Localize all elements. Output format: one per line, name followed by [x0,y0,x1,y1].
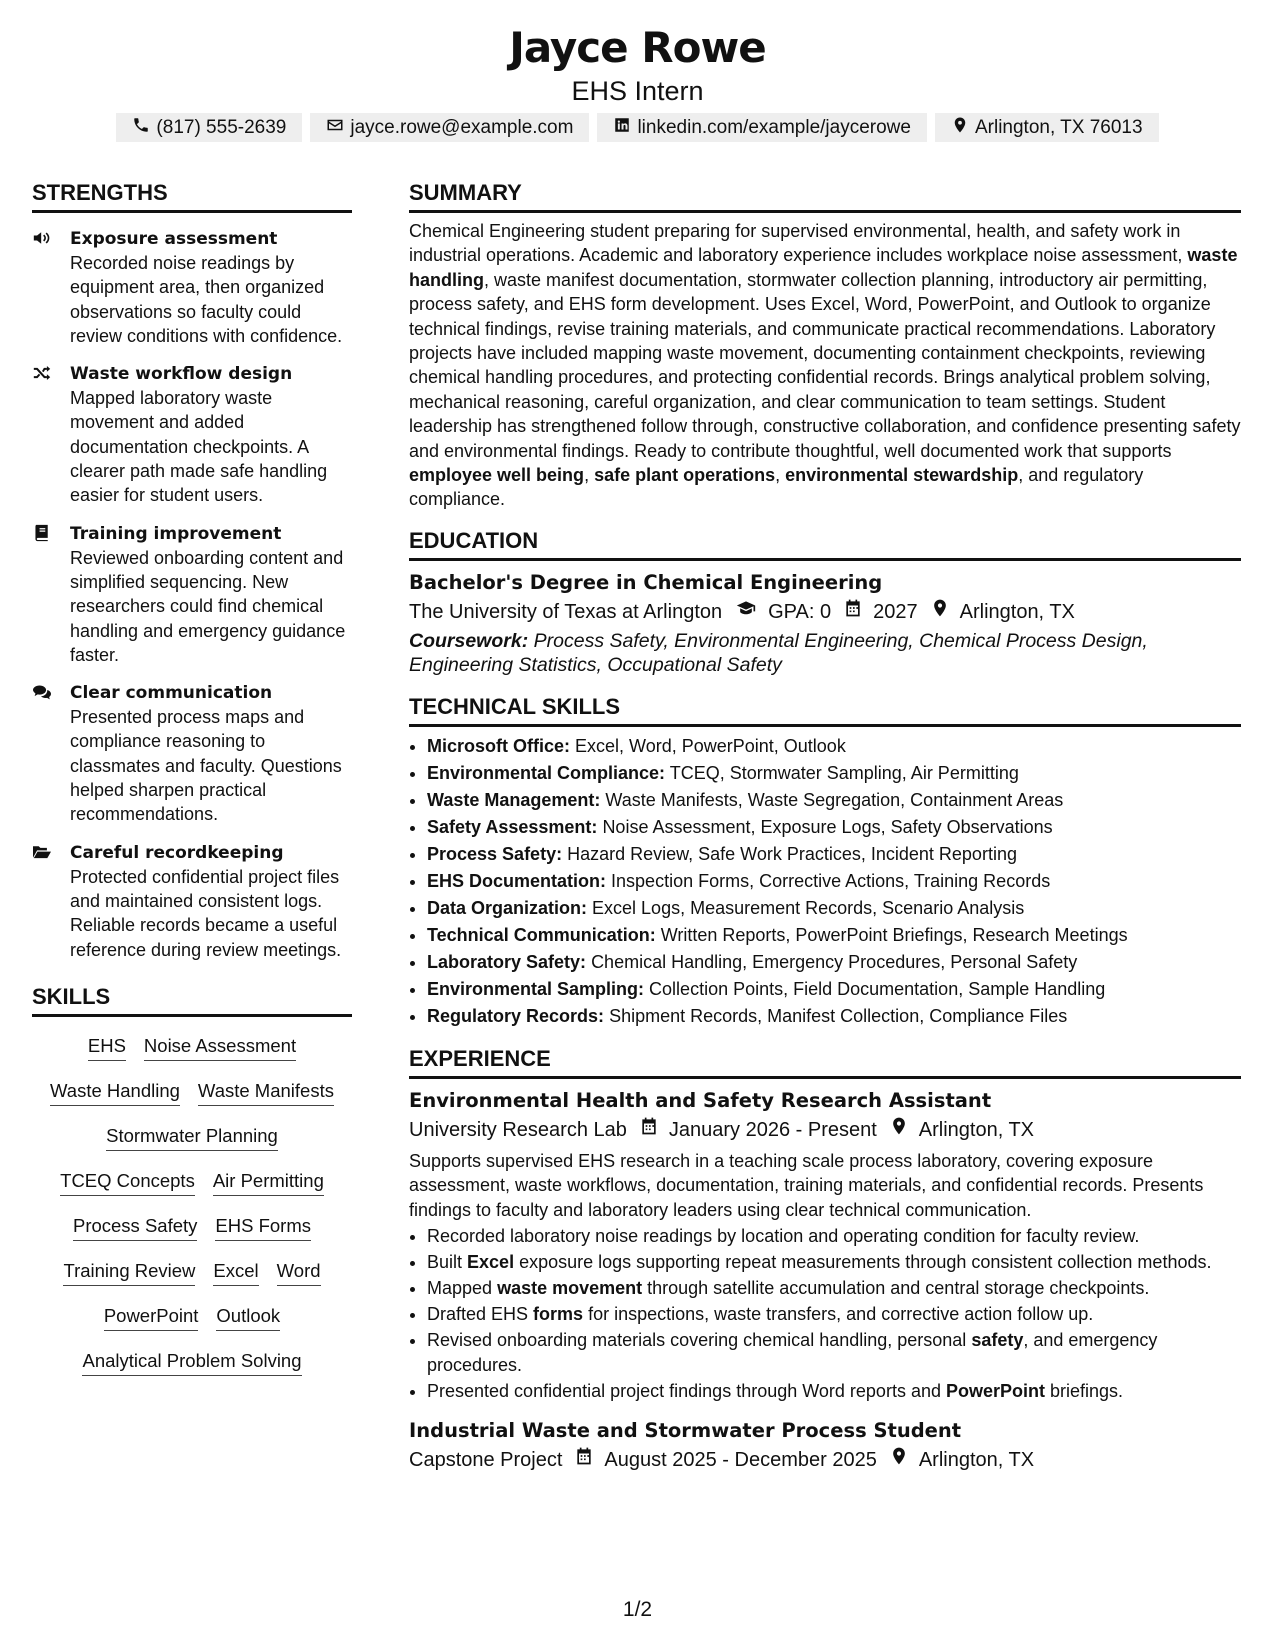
skill-row [32,1348,352,1393]
job-title: Environmental Health and Safety Research Assistant [409,1088,992,1112]
left-column [32,178,352,1393]
comments-icon [32,681,56,826]
strength-title: Waste workflow design [70,364,293,385]
skill-category: Safety Assessment: [427,816,598,837]
linkedin-icon [613,116,631,140]
candidate-role: EHS Intern [571,76,704,106]
technical-skill-item [427,1003,1241,1030]
job-bullet [427,1276,1241,1301]
contact-phone [116,113,302,142]
skill-tag: PowerPoint [104,1303,199,1331]
skill-tag: Excel [213,1258,258,1286]
skill-category: Regulatory Records: [427,1005,605,1026]
skill-tag: Stormwater Planning [106,1123,278,1151]
education-heading: EDUCATION [409,526,1241,561]
job-meta [409,1115,1241,1145]
calendar-icon [562,1445,604,1475]
location-pin-icon [877,1445,919,1475]
skill-values: Chemical Handling, Emergency Procedures, Personal Safety [591,951,1078,972]
folder-open-icon [32,841,56,962]
contact-location-text: Arlington, TX 76013 [974,116,1143,138]
strength-title: Careful recordkeeping [70,842,284,863]
job-description: Supports supervised EHS research in a teaching scale process laboratory, covering exposure assessment, waste workflows, documentation, training materials, and confidential records. Presents findings to faculty and laboratory leaders using clear technical communication. [409,1150,1204,1220]
bold-keyword: safety [971,1330,1024,1351]
skill-category: EHS Documentation: [427,870,607,891]
skill-values: Inspection Forms, Corrective Actions, Training Records [611,870,1051,891]
technical-skill-item [427,841,1241,868]
strength-desc: Recorded noise readings by equipment area, then organized observations so faculty could review conditions with confidence. [70,253,343,346]
technical-skills-list [409,733,1241,1030]
technical-skill-item [427,868,1241,895]
strength-desc: Mapped laboratory waste movement and added documentation checkpoints. A clearer path made safe handling easier for student users. [70,388,328,506]
job-dates: January 2026 - Present [668,1118,877,1141]
experience-entry [409,1087,1241,1403]
job-location: Arlington, TX [918,1118,1035,1141]
job-org: University Research Lab [409,1118,627,1141]
job-bullet [427,1250,1241,1275]
skill-values: TCEQ, Stormwater Sampling, Air Permitting [669,762,1019,783]
strength-title: Training improvement [70,523,282,544]
job-title: Industrial Waste and Stormwater Process Student [409,1419,962,1443]
technical-skill-item [427,733,1241,760]
skill-values: Collection Points, Field Documentation, Sample Handling [649,978,1106,999]
skill-tag: Process Safety [73,1213,197,1241]
coursework-label: Coursework: [409,629,529,652]
strength-item [32,681,352,826]
skill-values: Hazard Review, Safe Work Practices, Incident Reporting [567,843,1017,864]
strength-desc: Reviewed onboarding content and simplified sequencing. New researchers could find chemical handling and emergency guidance faster. [70,547,346,665]
calendar-icon [627,1115,669,1145]
job-bullet [427,1328,1241,1377]
skill-tag: TCEQ Concepts [60,1168,195,1196]
skill-row [32,1123,352,1168]
technical-skill-item [427,760,1241,787]
calendar-icon [831,597,873,627]
skill-row [32,1258,352,1303]
volume-icon [32,227,56,348]
text-segment: exposure logs supporting repeat measurements through consistent collection methods. [514,1252,1212,1273]
skill-category: Laboratory Safety: [427,951,587,972]
contact-phone-text: (817) 555-2639 [156,116,287,138]
experience-heading: EXPERIENCE [409,1044,1241,1079]
technical-skill-item [427,814,1241,841]
text-segment: Recorded laboratory noise readings by location and operating condition for faculty review. [427,1226,1140,1247]
contact-linkedin[interactable] [597,113,927,142]
job-bullet [427,1224,1241,1249]
text-segment: Mapped [427,1278,498,1299]
text-segment: , [584,465,595,486]
phone-icon [132,116,150,140]
contact-email-text: jayce.rowe@example.com [350,116,574,138]
skill-category: Microsoft Office: [427,735,571,756]
skill-category: Environmental Sampling: [427,978,645,999]
job-location: Arlington, TX [918,1449,1035,1472]
skill-tag: Waste Manifests [198,1078,334,1106]
candidate-name: Jayce Rowe [509,23,766,72]
coursework-list: Process Safety, Environmental Engineering, Chemical Process Design, Engineering Statistics, Occupational Safety [409,629,1148,677]
skill-row [32,1168,352,1213]
resume-header [0,22,1275,108]
skill-values: Excel Logs, Measurement Records, Scenario Analysis [592,897,1025,918]
skill-tag: Waste Handling [50,1078,180,1106]
degree-title: Bachelor's Degree in Chemical Engineering [409,570,883,594]
skill-category: Data Organization: [427,897,588,918]
bold-keyword: PowerPoint [945,1380,1045,1401]
coursework [409,629,1241,678]
technical-skills-heading: TECHNICAL SKILLS [409,692,1241,727]
strength-title: Exposure assessment [70,229,278,249]
job-bullets [409,1224,1241,1403]
text-segment: through satellite accumulation and central storage checkpoints. [642,1278,1150,1299]
contact-bar [0,113,1275,142]
text-segment: Built [427,1252,468,1273]
technical-skill-item [427,895,1241,922]
education-meta [409,597,1241,627]
graduation-cap-icon [722,597,768,627]
strength-desc: Presented process maps and compliance reasoning to classmates and faculty. Questions helped sharpen practical recommendations. [70,707,342,825]
text-segment: for inspections, waste transfers, and corrective action follow up. [583,1304,1094,1325]
job-bullet [427,1379,1241,1404]
text-segment: , waste manifest documentation, stormwater collection planning, introductory air permitting, process safety, and EHS form development. Uses Excel, Word, PowerPoint, and Outlook to organize technical findings, revise training materials, and communicate practical recommendations. Laboratory projects have included mapping waste movement, documenting containment checkpoints, reviewing chemical handling procedures, and protecting confidential records. Brings analytical problem solving, mechanical reasoning, careful organization, and clear communication to team settings. Student leadership has strengthened follow through, constructive collaboration, and confidence presenting safety and environmental findings. Ready to contribute thoughtful, well documented work that supports [409,269,1241,461]
skill-values: Written Reports, PowerPoint Briefings, Research Meetings [660,924,1128,945]
job-meta [409,1445,1241,1475]
gpa-value: GPA: 0 [768,600,832,623]
skill-values: Shipment Records, Manifest Collection, Compliance Files [609,1005,1068,1026]
job-dates: August 2025 - December 2025 [604,1449,877,1472]
skill-tag: EHS [88,1033,126,1061]
skill-category: Technical Communication: [427,924,656,945]
strength-item [32,522,352,667]
skills-tag-cloud [32,1033,352,1393]
bold-keyword: environmental stewardship [785,465,1019,486]
bold-keyword: forms [533,1304,584,1325]
skill-tag: Outlook [216,1303,280,1331]
skill-tag: Air Permitting [213,1168,324,1196]
experience-entry [409,1417,1241,1475]
bold-keyword: employee well being [409,465,585,486]
summary-text [409,219,1241,512]
shuffle-icon [32,362,56,507]
envelope-icon [326,116,344,140]
skill-tag: Training Review [63,1258,195,1286]
school-location: Arlington, TX [959,600,1075,623]
technical-skill-item [427,976,1241,1003]
strengths-heading: STRENGTHS [32,178,352,213]
skill-tag: Analytical Problem Solving [82,1348,301,1376]
strength-desc: Protected confidential project files and maintained consistent logs. Reliable records became a useful reference during review meetings. [70,866,342,960]
job-bullet [427,1302,1241,1327]
skill-values: Waste Manifests, Waste Segregation, Containment Areas [605,789,1064,810]
skill-values: Excel, Word, PowerPoint, Outlook [575,735,846,756]
text-segment: Revised onboarding materials covering chemical handling, personal [427,1330,972,1351]
skill-row [32,1033,352,1078]
bold-keyword: Excel [467,1252,515,1273]
strength-item [32,227,352,348]
skill-tag: Word [277,1258,321,1286]
contact-email[interactable] [310,113,589,142]
contact-location [935,113,1159,142]
skill-values: Noise Assessment, Exposure Logs, Safety Observations [602,816,1053,837]
text-segment: Presented confidential project findings through Word reports and [427,1380,946,1401]
skill-tag: Noise Assessment [144,1033,296,1061]
strength-title: Clear communication [70,683,273,704]
bold-keyword: waste handling [409,245,1238,290]
skill-category: Waste Management: [427,789,601,810]
location-pin-icon [918,597,960,627]
location-pin-icon [951,116,969,140]
page-indicator: 1/2 [622,1598,653,1621]
skill-row [32,1078,352,1123]
bold-keyword: waste movement [497,1278,643,1299]
summary-heading: SUMMARY [409,178,1241,213]
text-segment: Drafted EHS [427,1304,534,1325]
experience-list [409,1087,1241,1475]
right-column [409,178,1241,1475]
strength-item [32,841,352,962]
job-org: Capstone Project [409,1449,563,1472]
school-name: The University of Texas at Arlington [409,600,723,623]
skill-category: Process Safety: [427,843,563,864]
strength-item [32,362,352,507]
technical-skill-item [427,922,1241,949]
text-segment: , [775,465,786,486]
skill-tag: EHS Forms [215,1213,311,1241]
skill-category: Environmental Compliance: [427,762,666,783]
technical-skill-item [427,787,1241,814]
skill-row [32,1213,352,1258]
text-segment: , and emergency procedures. [427,1330,1158,1375]
technical-skill-item [427,949,1241,976]
contact-linkedin-text: linkedin.com/example/jaycerowe [637,116,911,138]
text-segment: Chemical Engineering student preparing for supervised environmental, health, and safety work in industrial operations. Academic and laboratory experience includes workplace noise assessment, [409,221,1188,266]
bold-keyword: safe plant operations [594,465,776,486]
graduation-year: 2027 [873,600,918,623]
book-icon [32,522,56,667]
text-segment: briefings. [1045,1380,1124,1401]
skill-row [32,1303,352,1348]
skills-heading: SKILLS [32,982,352,1017]
text-segment: , and regulatory compliance. [409,465,1144,510]
location-pin-icon [877,1115,919,1145]
